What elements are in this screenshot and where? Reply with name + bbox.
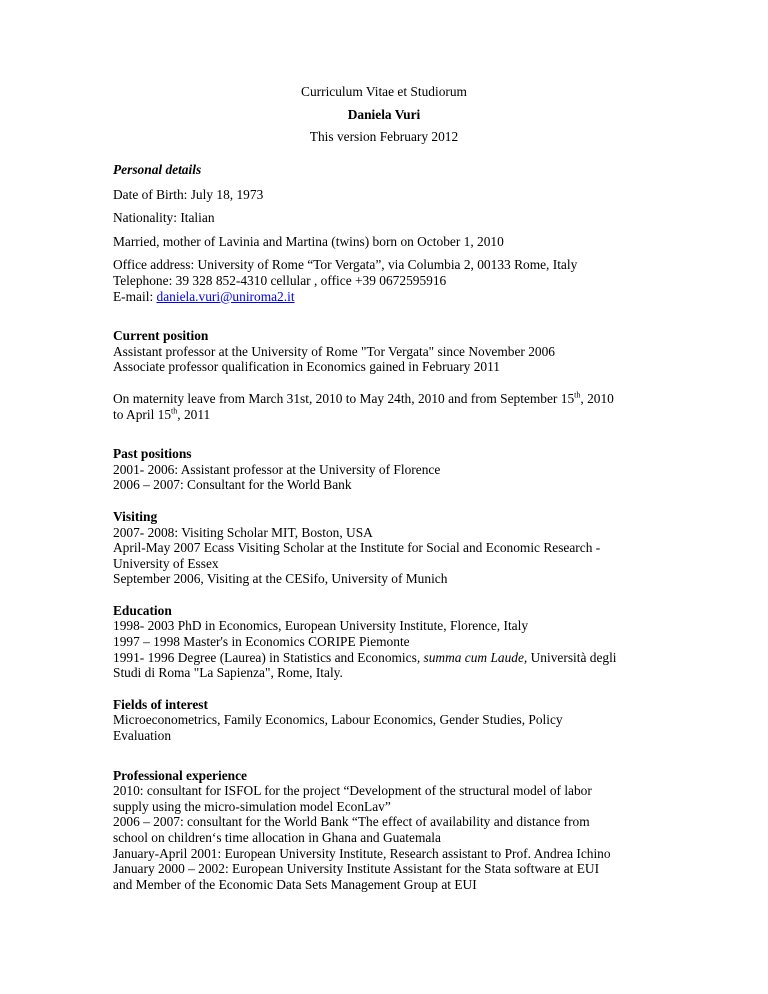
cv-body xyxy=(113,162,673,892)
section-heading-education: Education xyxy=(113,602,172,618)
section-heading-past: Past positions xyxy=(113,446,192,462)
experience-item: January-April 2001: European University Institute, Research assistant to Prof. Andrea Ichino xyxy=(113,845,611,861)
past-item: 2006 – 2007: Consultant for the World Bank xyxy=(113,477,352,493)
education-item-cont: Studi di Roma "La Sapienza", Rome, Italy. xyxy=(113,665,343,681)
section-visiting xyxy=(113,509,673,587)
maternity-text-c: to April 15 xyxy=(113,406,172,422)
family-status: Married, mother of Lavinia and Martina (twins) born on October 1, 2010 xyxy=(113,233,504,249)
past-item: 2001- 2006: Assistant professor at the University of Florence xyxy=(113,461,441,477)
title-block xyxy=(0,84,768,145)
visiting-item: 2007- 2008: Visiting Scholar MIT, Boston, USA xyxy=(113,524,373,540)
office-address: Office address: University of Rome “Tor Vergata”, via Columbia 2, 00133 Rome, Italy xyxy=(113,257,578,273)
current-line-1: Assistant professor at the University of Rome "Tor Vergata" since November 2006 xyxy=(113,343,555,359)
fields-line-1: Microeconometrics, Family Economics, Labour Economics, Gender Studies, Policy xyxy=(113,712,563,728)
maternity-text-d: , 2011 xyxy=(177,406,211,422)
experience-item: and Member of the Economic Data Sets Management Group at EUI xyxy=(113,876,477,892)
experience-item: school on children‘s time allocation in Ghana and Guatemala xyxy=(113,830,441,845)
section-heading-visiting: Visiting xyxy=(113,508,158,524)
document-title: Curriculum Vitae et Studiorum xyxy=(301,84,467,99)
visiting-item: University of Essex xyxy=(113,555,219,571)
education-honors: , summa cum Laude, xyxy=(416,649,528,665)
email-link[interactable]: daniela.vuri@uniroma2.it xyxy=(156,288,295,304)
visiting-item: September 2006, Visiting at the CESifo, University of Munich xyxy=(113,571,448,587)
visiting-item: April-May 2007 Ecass Visiting Scholar at the Institute for Social and Economic Research - xyxy=(113,540,601,556)
section-education xyxy=(113,603,673,681)
education-item xyxy=(113,650,673,666)
experience-item: 2006 – 2007: consultant for the World Bank “The effect of availability and distance from xyxy=(113,814,590,830)
maternity-text-a: On maternity leave from March 31st, 2010 to May 24th, 2010 and from September 15 xyxy=(113,390,575,406)
section-heading-current: Current position xyxy=(113,328,209,344)
current-line-2: Associate professor qualification in Economics gained in February 2011 xyxy=(113,359,500,375)
maternity-text-b: , 2010 xyxy=(580,390,614,406)
email-line xyxy=(113,289,673,305)
experience-item: 2010: consultant for ISFOL for the project “Development of the structural model of labor xyxy=(113,783,592,799)
version-date: This version February 2012 xyxy=(309,129,459,145)
section-heading-fields: Fields of interest xyxy=(113,696,208,712)
section-fields xyxy=(113,697,673,744)
section-current xyxy=(113,328,673,375)
maternity-sup-2: th xyxy=(171,406,178,416)
education-degree-text: 1991- 1996 Degree (Laurea) in Statistics and Economics xyxy=(113,649,417,665)
experience-item: supply using the micro-simulation model EconLav” xyxy=(113,798,391,814)
section-experience xyxy=(113,768,673,893)
education-item: 1998- 2003 PhD in Economics, European University Institute, Florence, Italy xyxy=(113,618,529,634)
email-label: E-mail: xyxy=(113,288,157,304)
author-name: Daniela Vuri xyxy=(347,106,421,122)
section-past xyxy=(113,446,673,493)
fields-line-2: Evaluation xyxy=(113,728,172,744)
maternity-leave xyxy=(113,391,673,422)
education-university-text: Università degli xyxy=(527,649,617,665)
section-heading-personal: Personal details xyxy=(113,162,202,177)
education-item: 1997 – 1998 Master's in Economics CORIPE Piemonte xyxy=(113,634,410,650)
experience-item: January 2000 – 2002: European University Institute Assistant for the Stata software at EUI xyxy=(113,861,600,877)
section-heading-experience: Professional experience xyxy=(113,767,247,783)
contact-block xyxy=(113,257,673,304)
nationality: Nationality: Italian xyxy=(113,210,215,226)
telephone: Telephone: 39 328 852-4310 cellular , office +39 0672595916 xyxy=(113,272,447,288)
maternity-sup-1: th xyxy=(574,390,581,400)
date-of-birth: Date of Birth: July 18, 1973 xyxy=(113,186,264,202)
